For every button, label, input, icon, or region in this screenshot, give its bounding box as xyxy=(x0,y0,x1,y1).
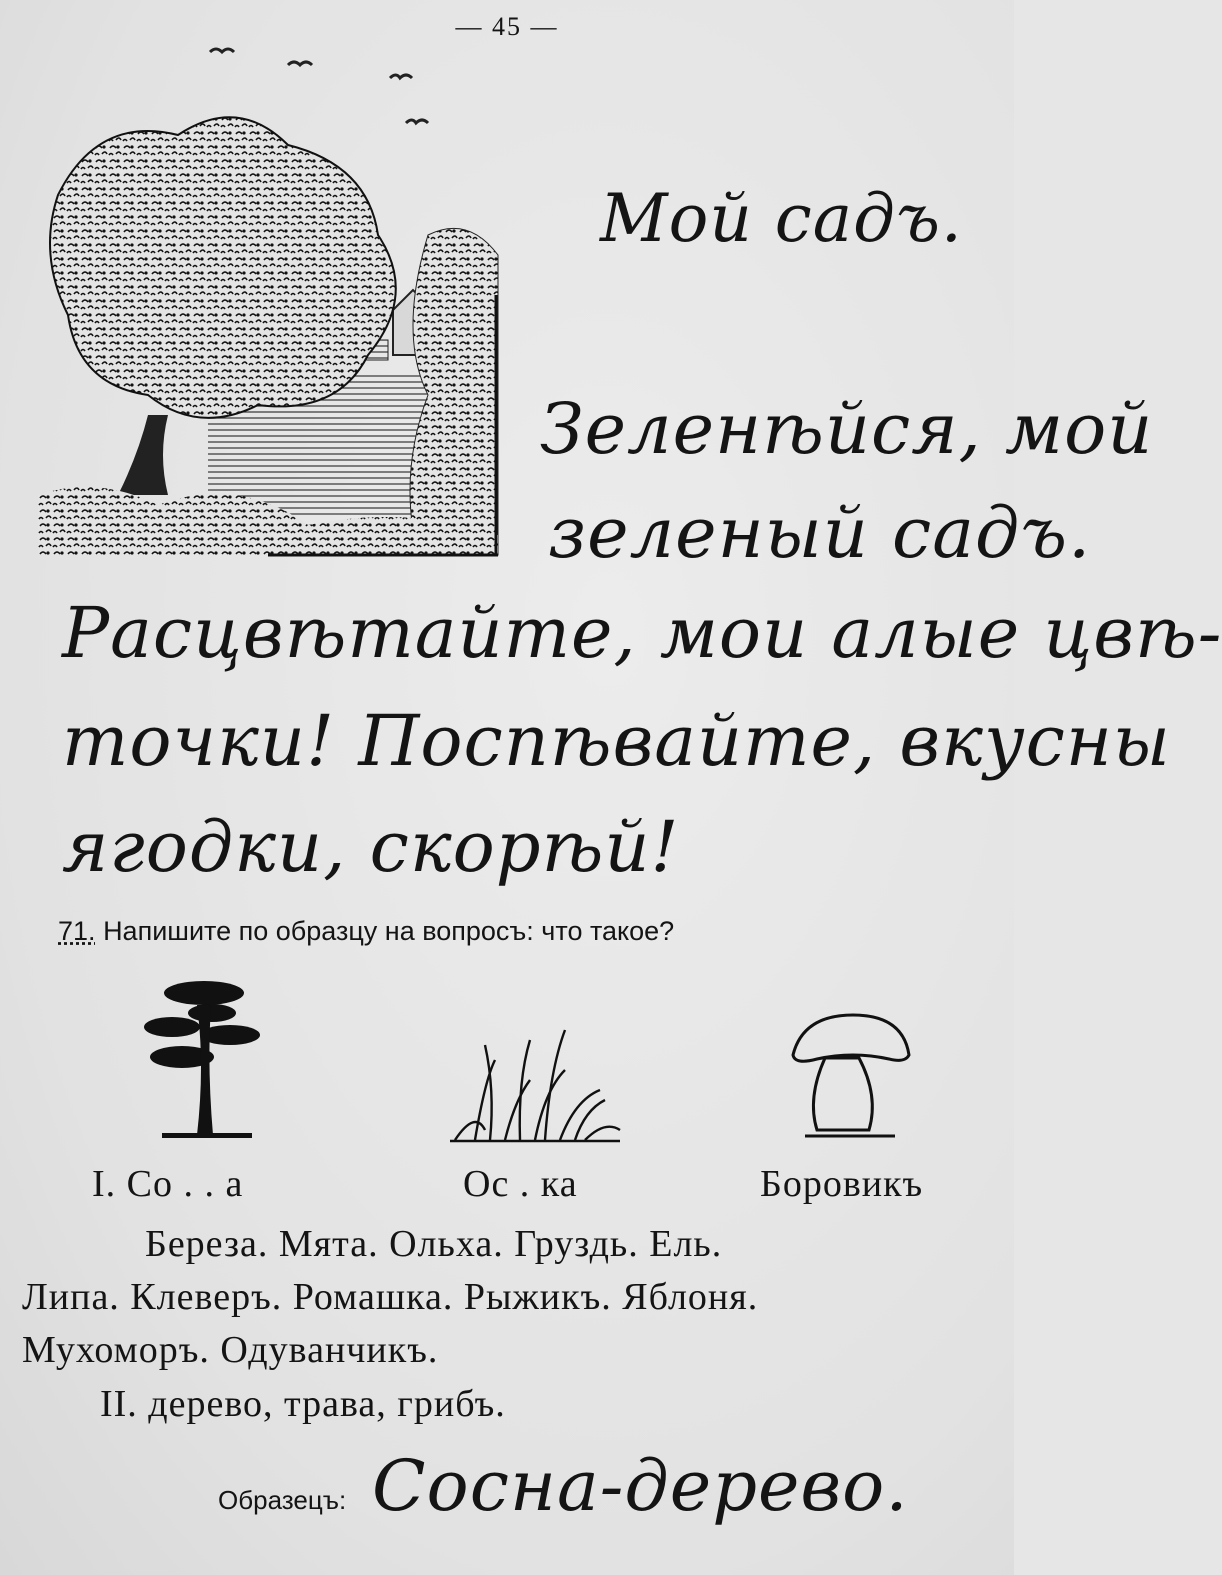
poem-line: ягодки, скорѣй! xyxy=(62,806,680,888)
mushroom-icon xyxy=(785,1010,915,1140)
exercise-text: Напишите по образцу на вопросъ: что такое? xyxy=(103,916,675,946)
poem-line: точки! Поспѣвайте, вкусны xyxy=(62,700,1171,782)
exercise-instruction xyxy=(58,916,674,947)
word-row-3: Липа. Клеверъ. Ромашка. Рыжикъ. Яблоня. xyxy=(22,1276,759,1318)
page-number: — 45 — xyxy=(455,12,559,41)
sample-label: Образецъ: xyxy=(218,1485,347,1515)
exercise-number: 71. xyxy=(58,916,96,946)
sample-text: Сосна-дерево. xyxy=(372,1445,909,1527)
poem-line: зеленый садъ. xyxy=(548,492,1092,574)
poem-line: Расцвѣтайте, мои алые цвѣ- xyxy=(62,592,1222,674)
word-row-4: Мухоморъ. Одуванчикъ. xyxy=(22,1329,439,1371)
poem-title: Мой садъ. xyxy=(600,180,963,257)
poem-line: Зеленѣйся, мой xyxy=(540,388,1154,470)
word-row-2: Береза. Мята. Ольха. Груздь. Ель. xyxy=(145,1223,723,1265)
word-row-5: II. дерево, трава, грибъ. xyxy=(100,1383,506,1425)
word-row-1b: Ос . ка xyxy=(463,1163,578,1205)
garden-engraving xyxy=(38,115,500,555)
word-row-1c: Боровикъ xyxy=(760,1163,924,1205)
grass-icon xyxy=(445,1025,625,1145)
word-row-1a: I. Со . . а xyxy=(92,1163,244,1205)
tree-icon xyxy=(142,975,267,1140)
